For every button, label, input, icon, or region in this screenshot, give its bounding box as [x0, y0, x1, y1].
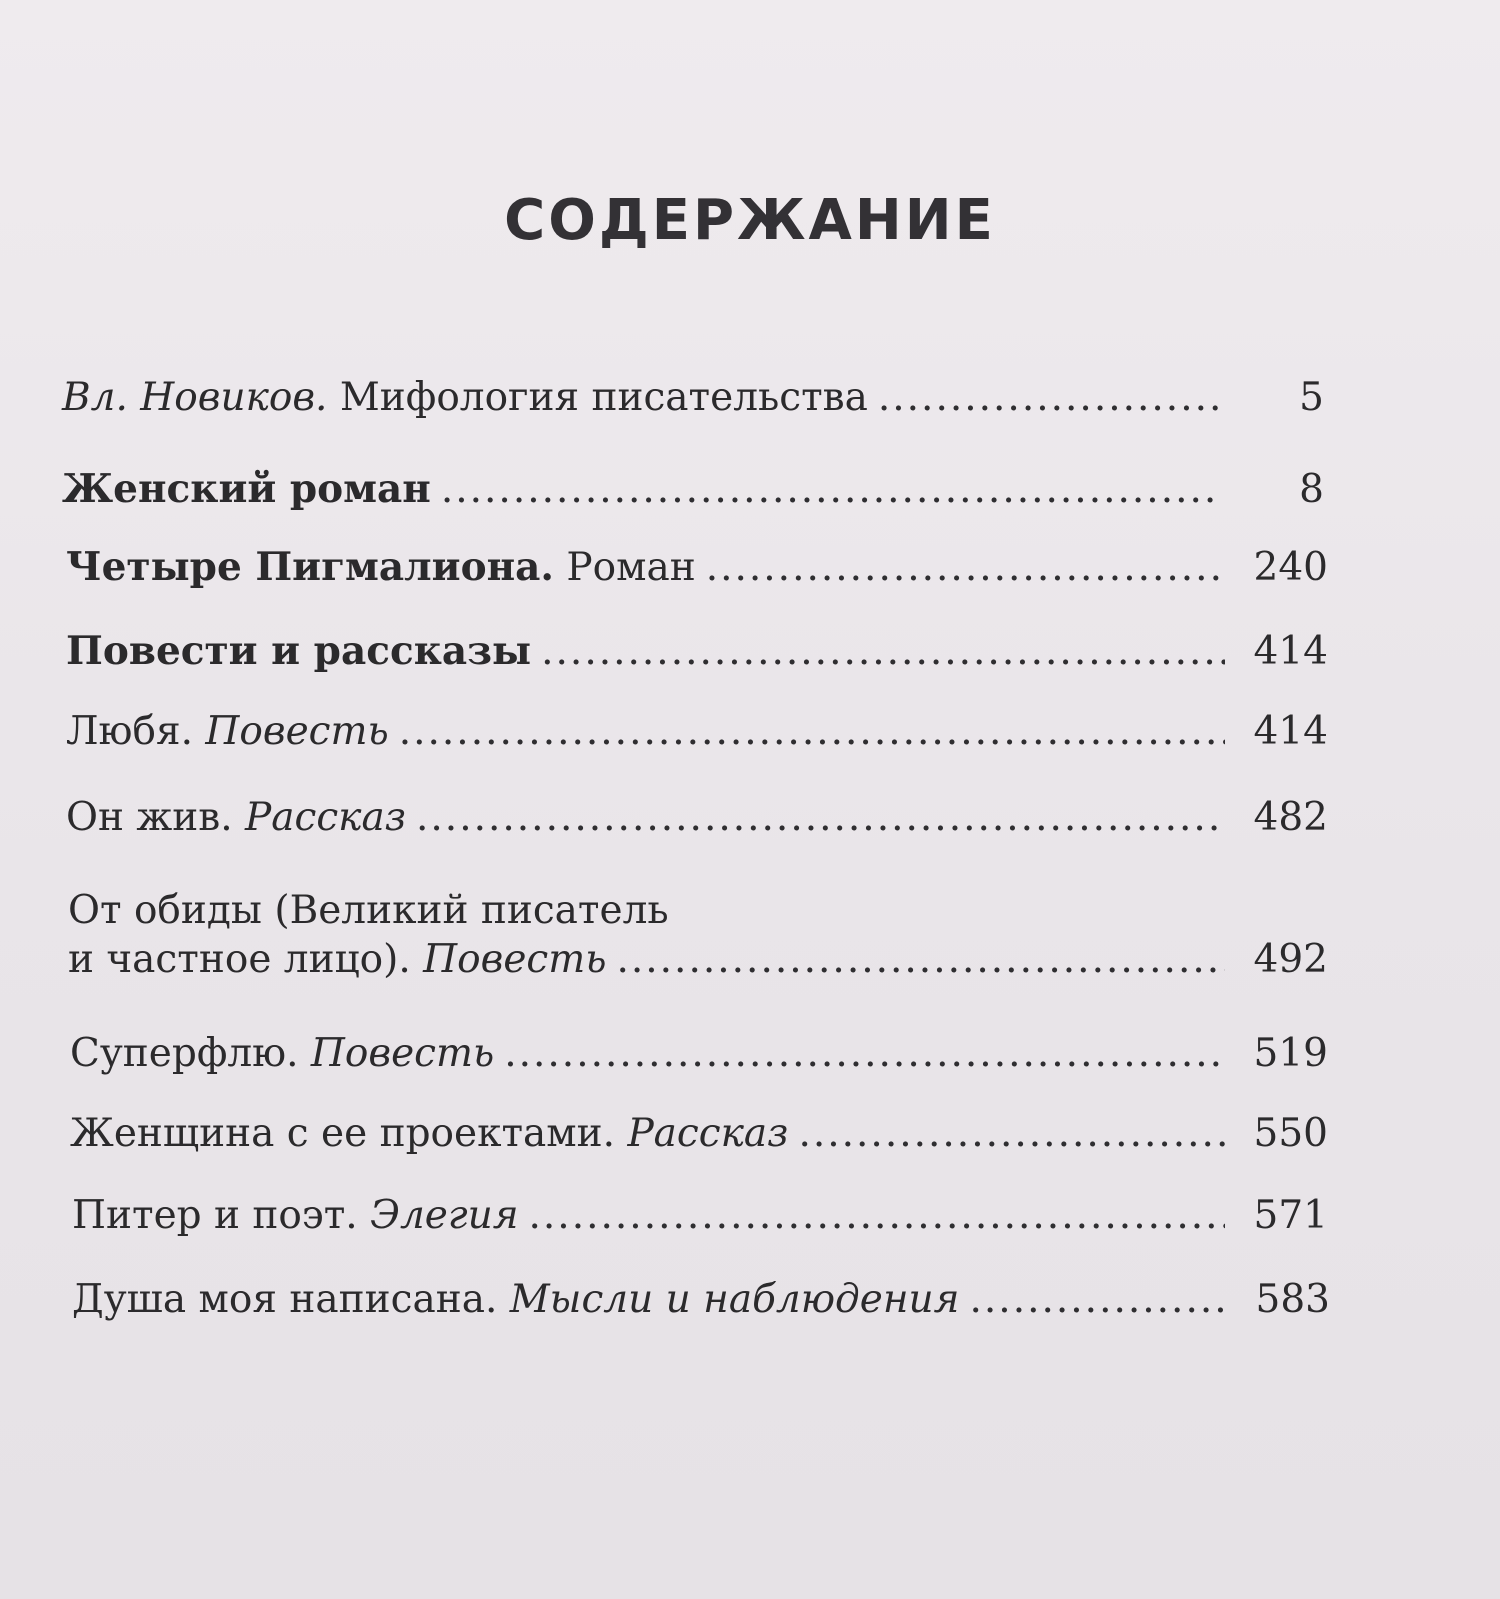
dot-leader [706, 548, 1225, 587]
dot-leader [529, 1196, 1225, 1235]
entry-title: Мифология писательства [327, 375, 868, 420]
entry-title: Питер и поэт. [72, 1193, 371, 1238]
entry-title: Женщина с ее проектами. [70, 1111, 628, 1156]
toc-entry [70, 1031, 1328, 1076]
toc-entry [70, 1111, 1328, 1156]
dot-leader [399, 712, 1225, 751]
entry-title-line2: и частное лицо). [68, 937, 424, 982]
entry-genre: Элегия [370, 1193, 519, 1238]
entry-page-number: 571 [1253, 1193, 1328, 1238]
toc-entry [68, 937, 1328, 982]
entry-title: Четыре Пигмалиона. [66, 544, 554, 590]
dot-leader [970, 1280, 1228, 1319]
dot-leader [441, 470, 1221, 509]
entry-title: Повести и рассказы [66, 628, 532, 674]
entry-title: Женский роман [62, 466, 431, 512]
toc-entry [72, 1277, 1330, 1322]
dot-leader [541, 632, 1225, 671]
entry-page-number: 8 [1299, 467, 1324, 512]
entry-page-number: 5 [1299, 375, 1324, 420]
entry-title: Душа моя написана. [72, 1277, 510, 1322]
entry-title-line1: От обиды (Великий писатель [68, 888, 669, 933]
entry-genre: Роман [553, 545, 696, 590]
entry-page-number: 550 [1253, 1111, 1328, 1156]
entry-page-number: 240 [1253, 545, 1328, 590]
entry-title: Он жив. [66, 795, 245, 840]
toc-entry [62, 466, 1324, 512]
toc-entry [62, 375, 1324, 420]
toc-entry [66, 795, 1328, 840]
entry-author: Вл. Новиков. [62, 375, 328, 420]
toc-entry [66, 544, 1328, 590]
entry-page-number: 414 [1253, 709, 1328, 754]
dot-leader [616, 940, 1225, 979]
toc-entry [72, 1193, 1328, 1238]
toc-entry [66, 709, 1328, 754]
entry-genre: Повесть [423, 937, 607, 982]
dot-leader [878, 378, 1221, 417]
entry-page-number: 519 [1253, 1031, 1328, 1076]
entry-page-number: 583 [1255, 1277, 1330, 1322]
toc-entry [66, 628, 1328, 674]
entry-title: Любя. [66, 709, 206, 754]
entry-page-number: 414 [1253, 629, 1328, 674]
entry-genre: Рассказ [245, 795, 406, 840]
entry-genre: Мысли и наблюдения [509, 1277, 960, 1322]
dot-leader [798, 1114, 1225, 1153]
dot-leader [416, 798, 1225, 837]
entry-genre: Рассказ [627, 1111, 789, 1156]
dot-leader [504, 1034, 1225, 1073]
entry-genre: Повесть [205, 709, 389, 754]
entry-title: Суперфлю. [70, 1031, 311, 1076]
entry-genre: Повесть [310, 1031, 495, 1076]
entry-page-number: 482 [1253, 795, 1328, 840]
entry-page-number: 492 [1253, 937, 1328, 982]
page-title: СОДЕРЖАНИЕ [504, 188, 996, 253]
